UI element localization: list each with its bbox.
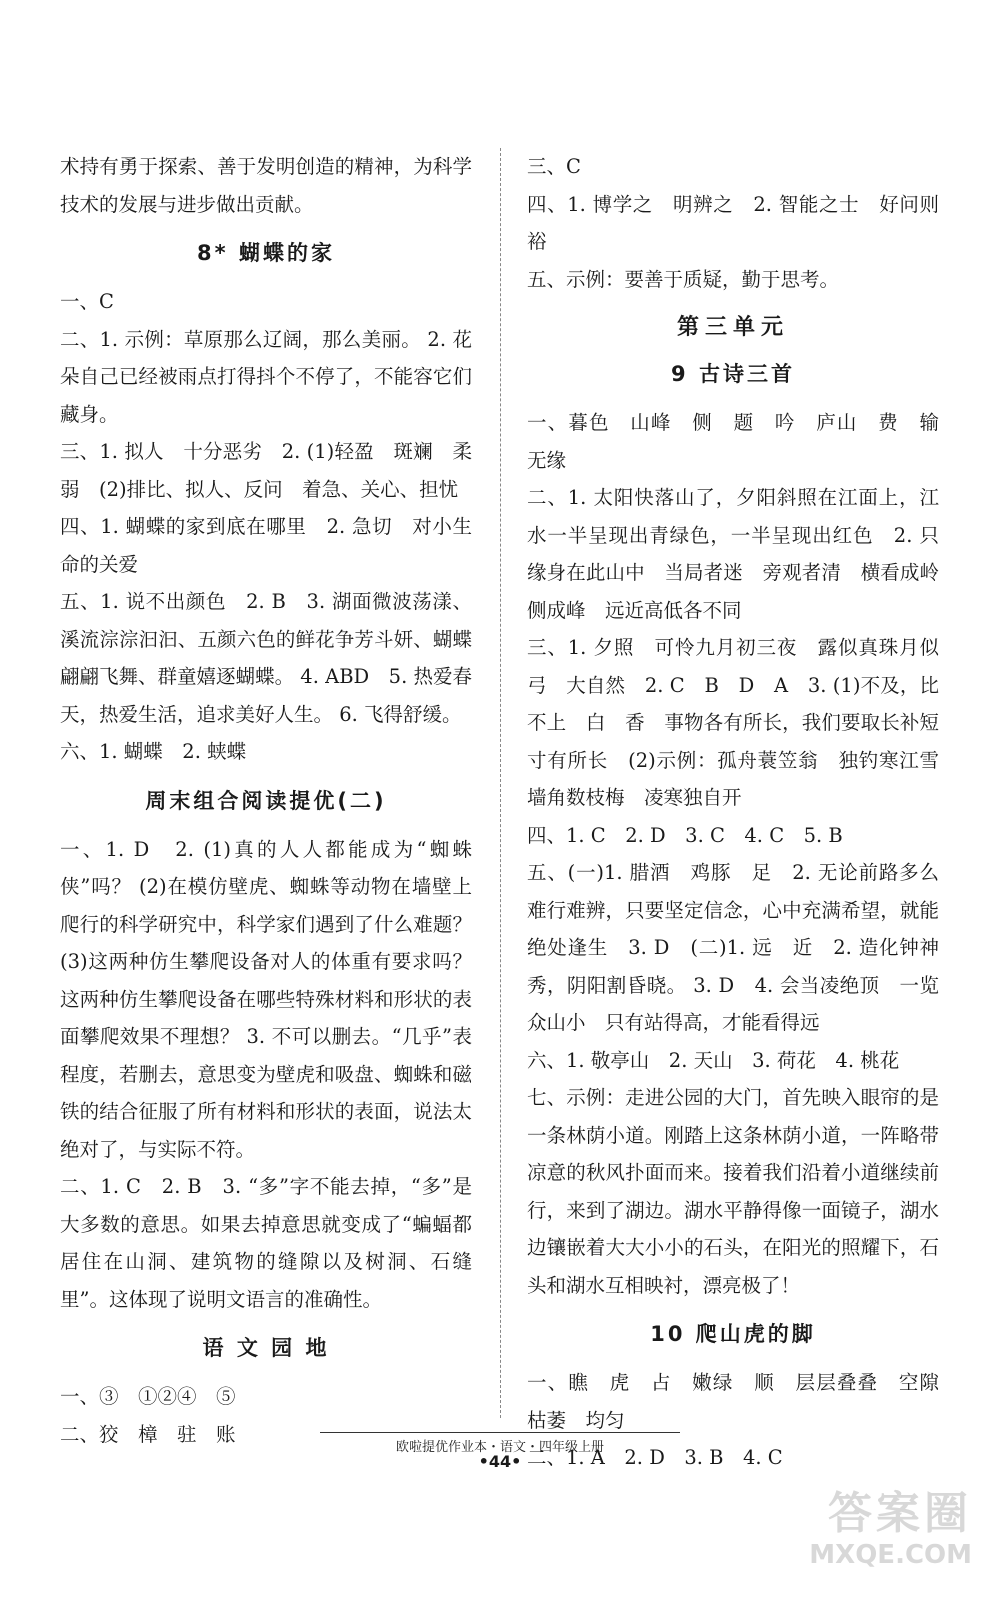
section-heading: 语 文 园 地 (202, 1336, 330, 1360)
answer-paragraph: 四、1. 博学之 明辨之 2. 智能之士 好问则裕 (527, 192, 939, 253)
page-number: •44• (478, 1452, 522, 1471)
answer-paragraph: 一、C (60, 290, 114, 313)
answer-paragraph: 一、瞧 虎 占 嫩绿 顺 层层叠叠 空隙 枯萎 均匀 (527, 1371, 959, 1432)
column-divider (500, 148, 501, 1418)
footer-rule (320, 1432, 680, 1433)
answer-paragraph: 四、1. 蝴蝶的家到底在哪里 2. 急切 对小生命的关爱 (60, 515, 472, 576)
section-heading: 第三单元 (676, 315, 789, 340)
answer-paragraph: 七、示例：走进公园的大门，首先映入眼帘的是一条林荫小道。刚踏上这条林荫小道，一阵略带凉意的秋风扑面而来。接着我们沿着小道继续前行，来到了湖边。湖水平静得像一面镜子，湖水边镶嵌着大大小小的石头，在阳光的照耀下，石头和湖水互相映衬，漂亮极了！ (527, 1086, 939, 1297)
section-heading: 10 爬山虎的脚 (650, 1322, 816, 1346)
answer-paragraph: 五、(一)1. 腊酒 鸡豚 足 2. 无论前路多么难行难辨，只要坚定信念，心中充满希望，就能绝处逢生 3. D (二)1. 远 近 2. 造化钟神秀，阴阳割昏晓。 3. D 4. 会当凌绝顶 一览众山小 只有站得高，才能看得远 (527, 861, 939, 1034)
answer-paragraph: 一、③ ①②④ ⑤ (60, 1385, 236, 1408)
section-heading: 8* 蝴蝶的家 (197, 241, 335, 265)
answer-paragraph: 术持有勇于探索、善于发明创造的精神，为科学技术的发展与进步做出贡献。 (60, 155, 472, 216)
answer-paragraph: 二、狡 樟 驻 账 (60, 1422, 236, 1446)
answer-paragraph: 三、C (527, 155, 581, 178)
answer-paragraph: 五、示例：要善于质疑，勤于思考。 (527, 267, 840, 291)
right-column (527, 148, 959, 1477)
watermark-url: MXQE.COM (809, 1540, 972, 1570)
section-heading: 周末组合阅读提优(二) (145, 788, 387, 813)
answer-paragraph: 四、1. C 2. D 3. C 4. C 5. B (527, 823, 843, 847)
answer-paragraph: 五、1. 说不出颜色 2. B 3. 湖面微波荡漾、溪流淙淙汩汩、五颜六色的鲜花争芳斗妍、蝴蝶翩翩飞舞、群童嬉逐蝴蝶。 4. ABD 5. 热爱春天，热爱生活，追求美好人生。 6. 飞得舒缓。 (60, 590, 472, 726)
footer-book-title: 欧啦提优作业本・语文・四年级上册 (395, 1440, 604, 1455)
answer-paragraph: 三、1. 夕照 可怜九月初三夜 露似真珠月似弓 大自然 2. C B D A 3. (1)不及，比不上 白 香 事物各有所长，我们要取长补短 寸有所长 (2)示例：孤舟蓑笠翁 独钓寒江雪 墙角数枝梅 凌寒独自开 (527, 636, 959, 809)
watermark-title: 答案圈 (828, 1488, 972, 1539)
answer-paragraph: 二、1. A 2. D 3. B 4. C (527, 1446, 783, 1469)
answer-paragraph: 二、1. C 2. B 3. “多”字不能去掉，“多”是大多数的意思。如果去掉意思就变成了“蝙蝠都居住在山洞、建筑物的缝隙以及树洞、石缝里”。这体现了说明文语言的准确性。 (60, 1175, 472, 1311)
answer-paragraph: 六、1. 敬亭山 2. 天山 3. 荷花 4. 桃花 (527, 1048, 900, 1072)
answer-paragraph: 三、1. 拟人 十分恶劣 2. (1)轻盈 斑斓 柔弱 (2)排比、拟人、反问 着急、关心、担忧 (60, 440, 472, 501)
answer-paragraph: 一、1. D 2. (1)真的人人都能成为“蜘蛛侠”吗？ (2)在模仿壁虎、蜘蛛等动物在墙壁上爬行的科学研究中，科学家们遇到了什么难题？ (3)这两种仿生攀爬设备对人的体重有要求吗？这两种仿生攀爬设备在哪些特殊材料和形状的表面攀爬效果不理想？ 3. 不可以删去。“几乎”表程度，若删去，意思变为壁虎和吸盘、蜘蛛和磁铁的结合征服了所有材料和形状的表面，说法太绝对了，与实际不符。 (60, 837, 472, 1161)
section-heading: 9 古诗三首 (671, 362, 795, 386)
answer-paragraph: 六、1. 蝴蝶 2. 蛱蝶 (60, 740, 247, 763)
watermark-logo (762, 1488, 972, 1588)
answer-paragraph: 一、暮色 山峰 侧 题 吟 庐山 费 输 无缘 (527, 411, 959, 472)
answer-paragraph: 二、1. 示例：草原那么辽阔，那么美丽。 2. 花朵自己已经被雨点打得抖个不停了，不能容它们藏身。 (60, 327, 472, 426)
left-column (60, 148, 472, 1453)
answer-paragraph: 二、1. 太阳快落山了，夕阳斜照在江面上，江水一半呈现出青绿色，一半呈现出红色 2. 只缘身在此山中 当局者迷 旁观者清 横看成岭侧成峰 远近高低各不同 (527, 486, 939, 622)
